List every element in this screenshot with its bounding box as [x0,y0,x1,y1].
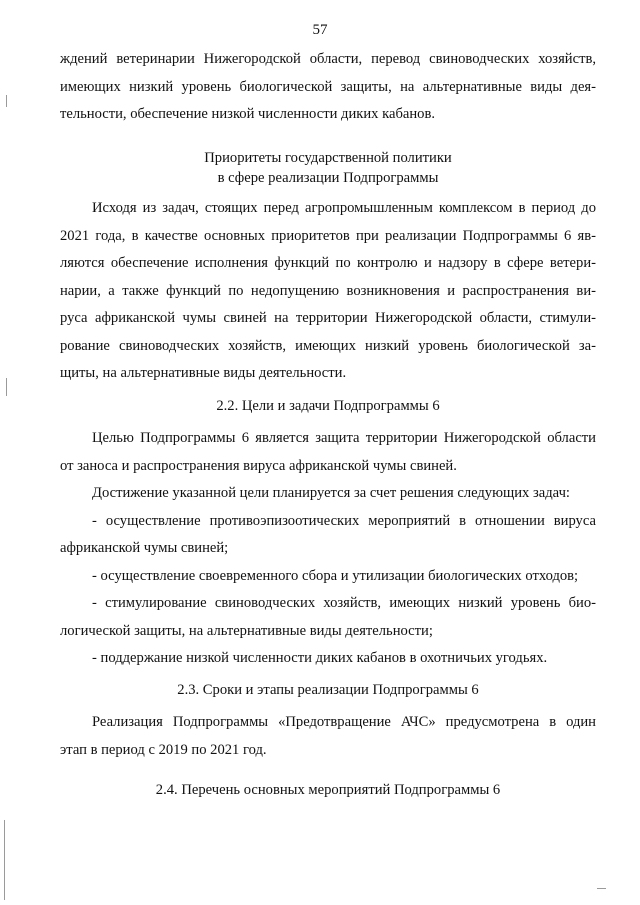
text-line: Исходя из задач, стоящих перед агропромышленным комплексом в период до [92,200,596,216]
list-item: - стимулирование свиноводческих хозяйств, имеющих низкий уровень био- [92,595,596,611]
text-line: Достижение указанной цели планируется за счет решения следующих задач: [92,485,570,501]
intro-paragraph [60,46,596,129]
scan-mark [6,95,7,107]
page-number: 57 [312,22,328,38]
heading-line: Приоритеты государственной политики [204,150,452,166]
text-line: нарии, а также функций по недопущению возникновения и распространения ви- [60,282,596,299]
text-line: щиты, на альтернативные виды деятельности. [60,365,347,381]
priorities-heading [60,148,596,188]
list-item-continuation: логической защиты, на альтернативные виды деятельности; [60,622,433,639]
list-item: - осуществление своевременного сбора и утилизации биологических отходов; [92,567,579,584]
text-line: ждений ветеринарии Нижегородской области, перевод свиноводческих хозяйств, [60,51,596,67]
priorities-paragraph [60,195,596,388]
list-item: - осуществление противоэпизоотических мероприятий в отношении вируса [92,512,596,529]
list-item: - поддержание низкой численности диких кабанов в охотничьих угодьях. [92,650,548,666]
scan-mark [4,820,5,900]
text-line: этап в период с 2019 по 2021 год. [60,741,267,758]
goals-paragraph [60,425,596,673]
text-line: имеющих низкий уровень биологической защиты, на альтернативные виды дея- [60,78,596,95]
text-line: от заноса и распространения вируса африканской чумы свиней. [60,457,457,474]
text-line: ляются обеспечение исполнения функций по контролю и надзору в сфере ветери- [60,255,596,271]
list-item-continuation: африканской чумы свиней; [60,540,229,556]
text-line: тельности, обеспечение низкой численности диких кабанов. [60,106,436,122]
text-line: руса африканской чумы свиней на территории Нижегородской области, стимули- [60,310,596,326]
text-line: Целью Подпрограммы 6 является защита территории Нижегородской области [92,430,596,446]
section-heading-measures: 2.4. Перечень основных мероприятий Подпрограммы 6 [155,782,501,798]
section-heading-stages: 2.3. Сроки и этапы реализации Подпрограммы 6 [177,682,479,698]
scan-mark [6,378,7,396]
section-heading-goals: 2.2. Цели и задачи Подпрограммы 6 [216,398,440,414]
stages-paragraph [60,709,596,764]
scan-mark [597,888,606,889]
heading-line: в сфере реализации Подпрограммы [217,170,439,186]
text-line: рование свиноводческих хозяйств, имеющих низкий уровень биологической за- [60,337,596,354]
text-line: Реализация Подпрограммы «Предотвращение АЧС» предусмотрена в один [92,714,596,730]
text-line: 2021 года, в качестве основных приоритетов при реализации Подпрограммы 6 яв- [60,227,596,244]
